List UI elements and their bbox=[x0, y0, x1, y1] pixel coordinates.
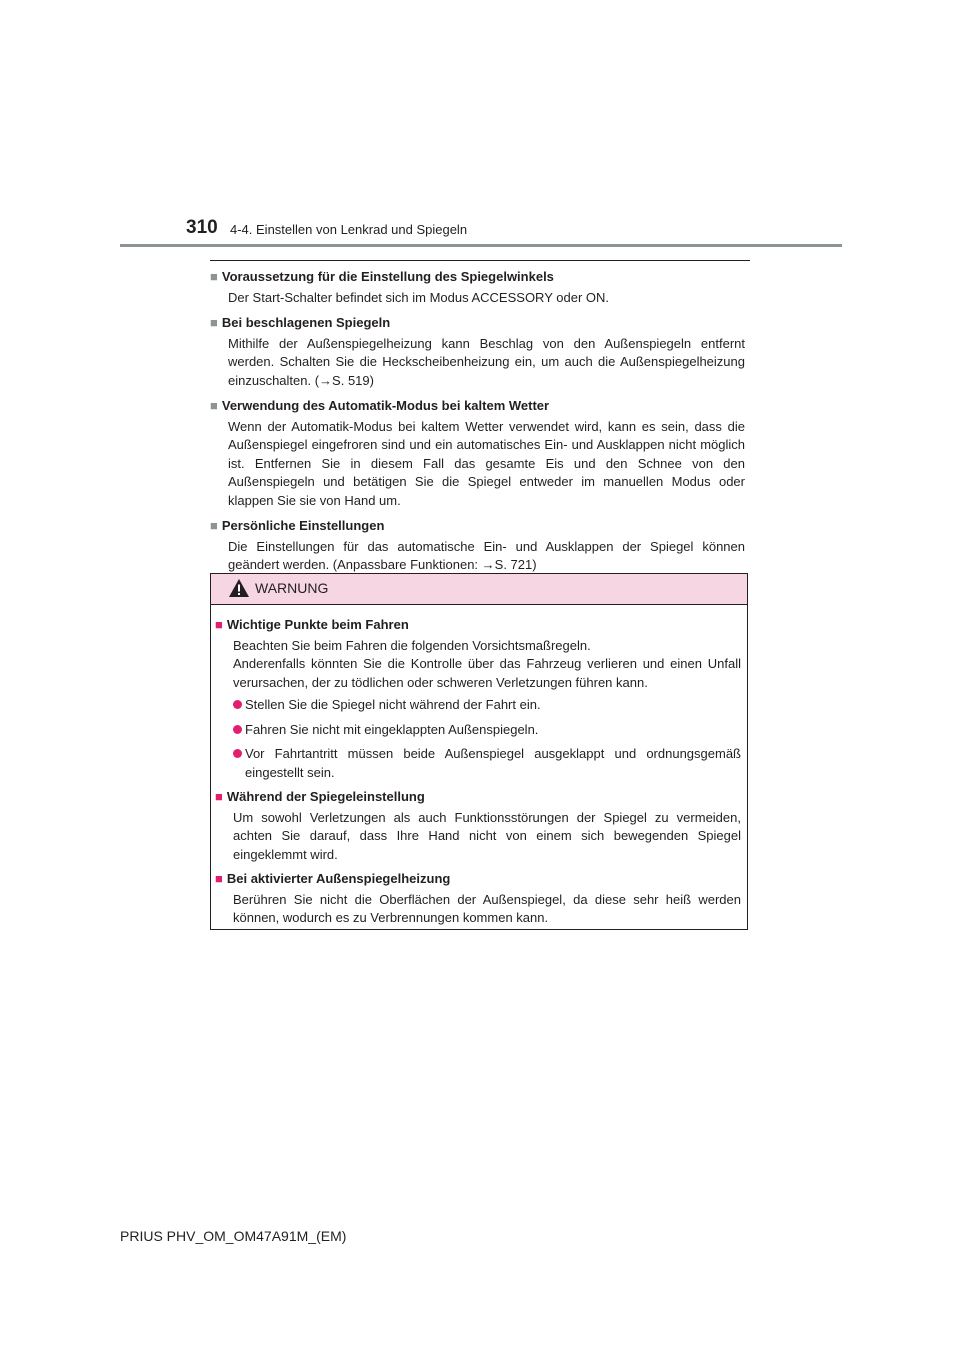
warning-box bbox=[210, 573, 748, 930]
square-bullet-icon: ■ bbox=[215, 871, 223, 886]
warning-header bbox=[211, 574, 747, 605]
main-content bbox=[210, 268, 745, 582]
page-number: 310 bbox=[186, 217, 218, 238]
warning-body: Anderenfalls könnten Sie die Kontrolle über das Fahrzeug verlieren und einen Unfall verursachen, der zu tödlichen oder schweren Verletzungen führen kann. bbox=[233, 656, 741, 690]
section-body: Mithilfe der Außenspiegelheizung kann Beschlag von den Außenspiegeln entfernt werden. Schalten Sie die Heckscheibenheizung ein, um auch die Außenspiegelheizung einzuschalten. (→S. 519) bbox=[228, 335, 745, 388]
warning-bullet: Fahren Sie nicht mit eingeklappten Außenspiegeln. bbox=[233, 721, 741, 740]
circle-bullet-icon bbox=[233, 749, 242, 758]
section-body: Wenn der Automatik-Modus bei kaltem Wetter verwendet wird, kann es sein, dass die Außenspiegel eingefroren sind und ein automatisches Ein- und Ausklappen nicht möglich ist. Entfernen Sie in diesem Fall das gesamte Eis und den Schnee von den Außenspiegeln und betätigen Sie die Spiegel entweder im manuellen Modus oder klappen Sie sie von Hand um. bbox=[228, 418, 745, 508]
square-bullet-icon: ■ bbox=[215, 617, 223, 632]
warning-heading: ■ Bei aktivierter Außenspiegelheizung bbox=[215, 871, 451, 886]
section-cold-weather bbox=[210, 397, 745, 510]
header-divider bbox=[120, 244, 842, 247]
section-fogged-mirrors bbox=[210, 314, 745, 390]
warning-body: Berühren Sie nicht die Oberflächen der Außenspiegel, da diese sehr heiß werden können, wodurch es zu Verbrennungen kommen kann. bbox=[233, 891, 741, 925]
circle-bullet-icon bbox=[233, 725, 242, 734]
square-bullet-icon: ■ bbox=[210, 269, 218, 284]
warning-triangle-icon bbox=[228, 578, 250, 598]
warning-section-heater bbox=[215, 870, 741, 928]
warning-body: Beachten Sie beim Fahren die folgenden Vorsichtsmaßregeln. bbox=[233, 637, 591, 653]
chapter-title: 4-4. Einstellen von Lenkrad und Spiegeln bbox=[230, 222, 468, 237]
square-bullet-icon: ■ bbox=[210, 398, 218, 413]
section-mirror-angle bbox=[210, 268, 745, 307]
section-heading: ■ Bei beschlagenen Spiegeln bbox=[210, 315, 391, 330]
section-body: Der Start-Schalter befindet sich im Modus ACCESSORY oder ON. bbox=[228, 289, 610, 305]
square-bullet-icon: ■ bbox=[215, 789, 223, 804]
content-divider bbox=[210, 260, 750, 261]
circle-bullet-icon bbox=[233, 700, 242, 709]
section-body: Die Einstellungen für das automatische Ein- und Ausklappen der Spiegel können geändert werden. (Anpassbare Funktionen: →S. 721) bbox=[228, 538, 745, 572]
section-heading: ■ Verwendung des Automatik-Modus bei kaltem Wetter bbox=[210, 398, 550, 413]
warning-bullet: Vor Fahrtantritt müssen beide Außenspiegel ausgeklappt und ordnungsgemäß eingestellt sein. bbox=[233, 745, 741, 782]
footer-model-code: PRIUS PHV_OM_OM47A91M_(EM) bbox=[120, 1228, 347, 1244]
section-heading: ■ Voraussetzung für die Einstellung des Spiegelwinkels bbox=[210, 269, 554, 284]
warning-content bbox=[211, 605, 747, 928]
section-heading: ■ Persönliche Einstellungen bbox=[210, 518, 385, 533]
warning-section-adjustment bbox=[215, 788, 741, 864]
warning-heading: ■ Während der Spiegeleinstellung bbox=[215, 789, 425, 804]
warning-heading: ■ Wichtige Punkte beim Fahren bbox=[215, 617, 409, 632]
warning-section-driving bbox=[215, 616, 741, 782]
warning-body: Um sowohl Verletzungen als auch Funktionsstörungen der Spiegel zu vermeiden, achten Sie darauf, dass Ihre Hand nicht von einem sich bewegenden Spiegel eingeklemmt wird. bbox=[233, 809, 741, 862]
warning-bullet: Stellen Sie die Spiegel nicht während der Fahrt ein. bbox=[233, 696, 741, 715]
square-bullet-icon: ■ bbox=[210, 315, 218, 330]
warning-label: WARNUNG bbox=[255, 580, 329, 596]
section-personal-settings bbox=[210, 517, 745, 575]
square-bullet-icon: ■ bbox=[210, 518, 218, 533]
